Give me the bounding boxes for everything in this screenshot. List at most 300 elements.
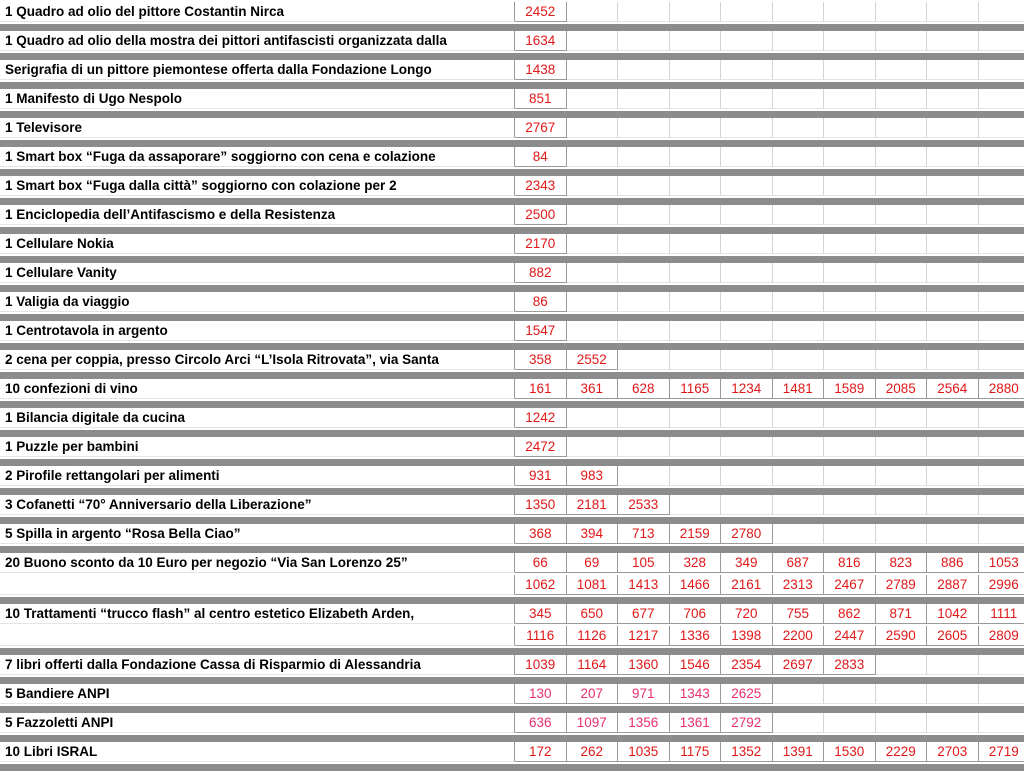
empty-cell — [876, 292, 928, 312]
empty-cell — [876, 524, 928, 544]
row-separator — [0, 256, 1024, 263]
ticket-number: 1530 — [824, 742, 876, 762]
table-row — [0, 684, 1024, 704]
prize-description: 3 Cofanetti “70° Anniversario della Liberazione” — [0, 495, 515, 515]
ticket-number: 1175 — [670, 742, 722, 762]
prize-description: 1 Valigia da viaggio — [0, 292, 515, 312]
prize-description-empty — [0, 575, 515, 595]
empty-cell — [979, 234, 1024, 254]
ticket-number: 2552 — [567, 350, 619, 370]
ticket-number: 2697 — [773, 655, 825, 675]
ticket-number: 713 — [618, 524, 670, 544]
table-row — [0, 626, 1024, 646]
ticket-number: 2472 — [515, 437, 567, 457]
empty-cell — [773, 350, 825, 370]
empty-cell — [824, 684, 876, 704]
ticket-number: 650 — [567, 604, 619, 624]
empty-cell — [618, 147, 670, 167]
empty-cell — [824, 292, 876, 312]
ticket-number: 358 — [515, 350, 567, 370]
ticket-number: 1356 — [618, 713, 670, 733]
empty-cell — [721, 234, 773, 254]
empty-cell — [979, 176, 1024, 196]
empty-cell — [670, 147, 722, 167]
ticket-number: 851 — [515, 89, 567, 109]
ticket-number: 882 — [515, 263, 567, 283]
empty-cell — [773, 147, 825, 167]
empty-cell — [721, 350, 773, 370]
empty-cell — [721, 2, 773, 22]
empty-cell — [824, 466, 876, 486]
prize-description: 1 Cellulare Nokia — [0, 234, 515, 254]
empty-cell — [773, 118, 825, 138]
table-row — [0, 234, 1024, 254]
empty-cell — [927, 263, 979, 283]
empty-cell — [567, 205, 619, 225]
ticket-number: 172 — [515, 742, 567, 762]
empty-cell — [876, 713, 928, 733]
ticket-number: 1164 — [567, 655, 619, 675]
ticket-number: 2564 — [927, 379, 979, 399]
table-row — [0, 553, 1024, 573]
ticket-number: 628 — [618, 379, 670, 399]
empty-cell — [721, 31, 773, 51]
empty-cell — [979, 292, 1024, 312]
empty-cell — [567, 437, 619, 457]
empty-cell — [876, 205, 928, 225]
table-row — [0, 292, 1024, 312]
empty-cell — [567, 147, 619, 167]
empty-cell — [927, 713, 979, 733]
ticket-number: 1126 — [567, 626, 619, 646]
ticket-number: 2703 — [927, 742, 979, 762]
table-row — [0, 263, 1024, 283]
ticket-number: 1398 — [721, 626, 773, 646]
empty-cell — [670, 263, 722, 283]
ticket-number: 161 — [515, 379, 567, 399]
empty-cell — [670, 437, 722, 457]
empty-cell — [567, 263, 619, 283]
empty-cell — [567, 176, 619, 196]
empty-cell — [618, 234, 670, 254]
empty-cell — [773, 89, 825, 109]
ticket-number: 1111 — [979, 604, 1024, 624]
ticket-number: 2500 — [515, 205, 567, 225]
prize-description: 5 Fazzoletti ANPI — [0, 713, 515, 733]
empty-cell — [979, 321, 1024, 341]
ticket-number: 2605 — [927, 626, 979, 646]
ticket-number: 2313 — [773, 575, 825, 595]
table-row — [0, 575, 1024, 595]
ticket-number: 2789 — [876, 575, 928, 595]
empty-cell — [979, 263, 1024, 283]
prize-description: 20 Buono sconto da 10 Euro per negozio “Via San Lorenzo 25” — [0, 553, 515, 573]
ticket-number: 871 — [876, 604, 928, 624]
ticket-number: 2170 — [515, 234, 567, 254]
ticket-number: 983 — [567, 466, 619, 486]
row-separator — [0, 82, 1024, 89]
table-row — [0, 713, 1024, 733]
empty-cell — [670, 292, 722, 312]
empty-cell — [618, 89, 670, 109]
empty-cell — [618, 31, 670, 51]
empty-cell — [876, 466, 928, 486]
ticket-number: 262 — [567, 742, 619, 762]
empty-cell — [670, 118, 722, 138]
empty-cell — [979, 437, 1024, 457]
empty-cell — [670, 205, 722, 225]
empty-cell — [979, 495, 1024, 515]
empty-cell — [927, 684, 979, 704]
empty-cell — [567, 234, 619, 254]
row-separator — [0, 648, 1024, 655]
empty-cell — [979, 31, 1024, 51]
empty-cell — [670, 321, 722, 341]
table-row — [0, 60, 1024, 80]
empty-cell — [773, 713, 825, 733]
prize-description: 5 Bandiere ANPI — [0, 684, 515, 704]
ticket-number: 2767 — [515, 118, 567, 138]
prize-description: 1 Bilancia digitale da cucina — [0, 408, 515, 428]
empty-cell — [670, 234, 722, 254]
empty-cell — [618, 437, 670, 457]
prize-description: 1 Smart box “Fuga da assaporare” soggiorno con cena e colazione — [0, 147, 515, 167]
ticket-number: 755 — [773, 604, 825, 624]
empty-cell — [824, 176, 876, 196]
ticket-number: 2159 — [670, 524, 722, 544]
ticket-number: 1360 — [618, 655, 670, 675]
empty-cell — [721, 118, 773, 138]
empty-cell — [721, 205, 773, 225]
row-separator — [0, 488, 1024, 495]
empty-cell — [773, 408, 825, 428]
empty-cell — [979, 60, 1024, 80]
ticket-number: 1350 — [515, 495, 567, 515]
prize-description: 1 Puzzle per bambini — [0, 437, 515, 457]
ticket-number: 2996 — [979, 575, 1024, 595]
empty-cell — [876, 408, 928, 428]
ticket-number: 84 — [515, 147, 567, 167]
prize-description: 1 Cellulare Vanity — [0, 263, 515, 283]
empty-cell — [927, 524, 979, 544]
ticket-number: 1343 — [670, 684, 722, 704]
empty-cell — [979, 89, 1024, 109]
empty-cell — [927, 31, 979, 51]
ticket-number: 823 — [876, 553, 928, 573]
empty-cell — [618, 292, 670, 312]
ticket-number: 2590 — [876, 626, 928, 646]
empty-cell — [773, 495, 825, 515]
empty-cell — [979, 655, 1024, 675]
empty-cell — [824, 147, 876, 167]
row-separator — [0, 343, 1024, 350]
ticket-number: 687 — [773, 553, 825, 573]
empty-cell — [721, 437, 773, 457]
empty-cell — [618, 60, 670, 80]
empty-cell — [824, 60, 876, 80]
row-separator — [0, 517, 1024, 524]
empty-cell — [876, 147, 928, 167]
prize-description: 7 libri offerti dalla Fondazione Cassa di Risparmio di Alessandria — [0, 655, 515, 675]
empty-cell — [773, 292, 825, 312]
empty-cell — [773, 524, 825, 544]
prize-description: 10 Trattamenti “trucco flash” al centro estetico Elizabeth Arden, — [0, 604, 515, 624]
empty-cell — [979, 2, 1024, 22]
ticket-number: 886 — [927, 553, 979, 573]
empty-cell — [876, 321, 928, 341]
empty-cell — [670, 495, 722, 515]
row-separator — [0, 285, 1024, 292]
empty-cell — [927, 176, 979, 196]
empty-cell — [979, 684, 1024, 704]
ticket-number: 1242 — [515, 408, 567, 428]
empty-cell — [670, 31, 722, 51]
ticket-number: 1035 — [618, 742, 670, 762]
table-row — [0, 118, 1024, 138]
empty-cell — [927, 89, 979, 109]
empty-cell — [670, 466, 722, 486]
empty-cell — [824, 263, 876, 283]
empty-cell — [927, 292, 979, 312]
prize-description: 1 Smart box “Fuga dalla città” soggiorno con colazione per 2 — [0, 176, 515, 196]
empty-cell — [618, 408, 670, 428]
empty-cell — [876, 118, 928, 138]
table-row — [0, 655, 1024, 675]
empty-cell — [824, 524, 876, 544]
row-separator — [0, 735, 1024, 742]
empty-cell — [876, 263, 928, 283]
ticket-number: 1438 — [515, 60, 567, 80]
ticket-number: 2085 — [876, 379, 928, 399]
ticket-number: 1352 — [721, 742, 773, 762]
empty-cell — [721, 321, 773, 341]
ticket-number: 2833 — [824, 655, 876, 675]
ticket-number: 1042 — [927, 604, 979, 624]
empty-cell — [876, 234, 928, 254]
ticket-number: 1053 — [979, 553, 1024, 573]
ticket-number: 2467 — [824, 575, 876, 595]
ticket-number: 1062 — [515, 575, 567, 595]
empty-cell — [979, 118, 1024, 138]
empty-cell — [773, 466, 825, 486]
empty-cell — [979, 524, 1024, 544]
prize-description: 5 Spilla in argento “Rosa Bella Ciao” — [0, 524, 515, 544]
ticket-number: 816 — [824, 553, 876, 573]
prize-description: 1 Manifesto di Ugo Nespolo — [0, 89, 515, 109]
row-separator — [0, 140, 1024, 147]
ticket-number: 2343 — [515, 176, 567, 196]
prize-description: 2 Pirofile rettangolari per alimenti — [0, 466, 515, 486]
row-separator — [0, 546, 1024, 553]
row-separator — [0, 53, 1024, 60]
row-separator — [0, 706, 1024, 713]
empty-cell — [824, 408, 876, 428]
table-row — [0, 742, 1024, 762]
empty-cell — [773, 437, 825, 457]
table-row — [0, 205, 1024, 225]
empty-cell — [927, 321, 979, 341]
empty-cell — [721, 60, 773, 80]
empty-cell — [773, 2, 825, 22]
ticket-number: 720 — [721, 604, 773, 624]
empty-cell — [618, 263, 670, 283]
empty-cell — [567, 2, 619, 22]
ticket-number: 706 — [670, 604, 722, 624]
empty-cell — [721, 408, 773, 428]
ticket-number: 2792 — [721, 713, 773, 733]
ticket-number: 1413 — [618, 575, 670, 595]
ticket-number: 1336 — [670, 626, 722, 646]
empty-cell — [670, 176, 722, 196]
row-separator — [0, 111, 1024, 118]
table-row — [0, 495, 1024, 515]
empty-cell — [927, 234, 979, 254]
empty-cell — [618, 2, 670, 22]
table-row — [0, 89, 1024, 109]
empty-cell — [721, 466, 773, 486]
prize-description: 1 Enciclopedia dell’Antifascismo e della Resistenza — [0, 205, 515, 225]
ticket-number: 1081 — [567, 575, 619, 595]
empty-cell — [927, 147, 979, 167]
empty-cell — [979, 408, 1024, 428]
empty-cell — [773, 321, 825, 341]
empty-cell — [876, 437, 928, 457]
ticket-number: 1165 — [670, 379, 722, 399]
empty-cell — [876, 350, 928, 370]
row-separator — [0, 401, 1024, 408]
row-separator — [0, 677, 1024, 684]
empty-cell — [721, 89, 773, 109]
row-separator — [0, 430, 1024, 437]
ticket-number: 345 — [515, 604, 567, 624]
empty-cell — [824, 31, 876, 51]
empty-cell — [618, 118, 670, 138]
row-separator — [0, 227, 1024, 234]
ticket-number: 2354 — [721, 655, 773, 675]
empty-cell — [618, 466, 670, 486]
empty-cell — [721, 176, 773, 196]
ticket-number: 2880 — [979, 379, 1024, 399]
empty-cell — [773, 60, 825, 80]
empty-cell — [979, 713, 1024, 733]
empty-cell — [567, 321, 619, 341]
ticket-number: 328 — [670, 553, 722, 573]
empty-cell — [824, 350, 876, 370]
empty-cell — [824, 437, 876, 457]
table-row — [0, 379, 1024, 399]
ticket-number: 1097 — [567, 713, 619, 733]
empty-cell — [773, 31, 825, 51]
prize-description: Serigrafia di un pittore piemontese offerta dalla Fondazione Longo — [0, 60, 515, 80]
empty-cell — [567, 60, 619, 80]
prize-description: 1 Quadro ad olio del pittore Costantin Nirca — [0, 2, 515, 22]
empty-cell — [876, 495, 928, 515]
ticket-number: 971 — [618, 684, 670, 704]
ticket-number: 1634 — [515, 31, 567, 51]
table-row — [0, 2, 1024, 22]
empty-cell — [721, 495, 773, 515]
empty-cell — [670, 89, 722, 109]
empty-cell — [721, 292, 773, 312]
ticket-number: 69 — [567, 553, 619, 573]
ticket-number: 2533 — [618, 495, 670, 515]
ticket-number: 1481 — [773, 379, 825, 399]
row-separator — [0, 198, 1024, 205]
ticket-number: 1361 — [670, 713, 722, 733]
ticket-number: 1234 — [721, 379, 773, 399]
ticket-number: 1589 — [824, 379, 876, 399]
empty-cell — [927, 495, 979, 515]
ticket-number: 862 — [824, 604, 876, 624]
ticket-number: 207 — [567, 684, 619, 704]
empty-cell — [927, 437, 979, 457]
empty-cell — [824, 2, 876, 22]
empty-cell — [618, 205, 670, 225]
table-row — [0, 524, 1024, 544]
ticket-number: 66 — [515, 553, 567, 573]
empty-cell — [824, 205, 876, 225]
ticket-number: 2161 — [721, 575, 773, 595]
ticket-number: 2625 — [721, 684, 773, 704]
empty-cell — [927, 60, 979, 80]
table-row — [0, 350, 1024, 370]
ticket-number: 1039 — [515, 655, 567, 675]
empty-cell — [773, 205, 825, 225]
empty-cell — [618, 176, 670, 196]
empty-cell — [824, 495, 876, 515]
ticket-number: 1547 — [515, 321, 567, 341]
ticket-number: 1116 — [515, 626, 567, 646]
table-row — [0, 437, 1024, 457]
empty-cell — [876, 684, 928, 704]
empty-cell — [618, 350, 670, 370]
ticket-number: 1391 — [773, 742, 825, 762]
empty-cell — [979, 147, 1024, 167]
empty-cell — [927, 655, 979, 675]
prize-description: 10 confezioni di vino — [0, 379, 515, 399]
row-separator — [0, 372, 1024, 379]
ticket-number: 2200 — [773, 626, 825, 646]
empty-cell — [670, 60, 722, 80]
empty-cell — [721, 263, 773, 283]
empty-cell — [927, 408, 979, 428]
empty-cell — [979, 350, 1024, 370]
table-row — [0, 31, 1024, 51]
table-row — [0, 147, 1024, 167]
ticket-number: 130 — [515, 684, 567, 704]
ticket-number: 1466 — [670, 575, 722, 595]
ticket-number: 2780 — [721, 524, 773, 544]
table-row — [0, 466, 1024, 486]
empty-cell — [927, 2, 979, 22]
empty-cell — [927, 466, 979, 486]
empty-cell — [927, 205, 979, 225]
empty-cell — [876, 89, 928, 109]
empty-cell — [876, 655, 928, 675]
ticket-number: 86 — [515, 292, 567, 312]
table-row — [0, 604, 1024, 624]
empty-cell — [773, 234, 825, 254]
empty-cell — [567, 89, 619, 109]
ticket-number: 1217 — [618, 626, 670, 646]
ticket-number: 2447 — [824, 626, 876, 646]
ticket-number: 105 — [618, 553, 670, 573]
prize-description: 1 Televisore — [0, 118, 515, 138]
empty-cell — [567, 292, 619, 312]
empty-cell — [876, 60, 928, 80]
row-separator — [0, 24, 1024, 31]
prize-description: 2 cena per coppia, presso Circolo Arci “L’Isola Ritrovata”, via Santa — [0, 350, 515, 370]
